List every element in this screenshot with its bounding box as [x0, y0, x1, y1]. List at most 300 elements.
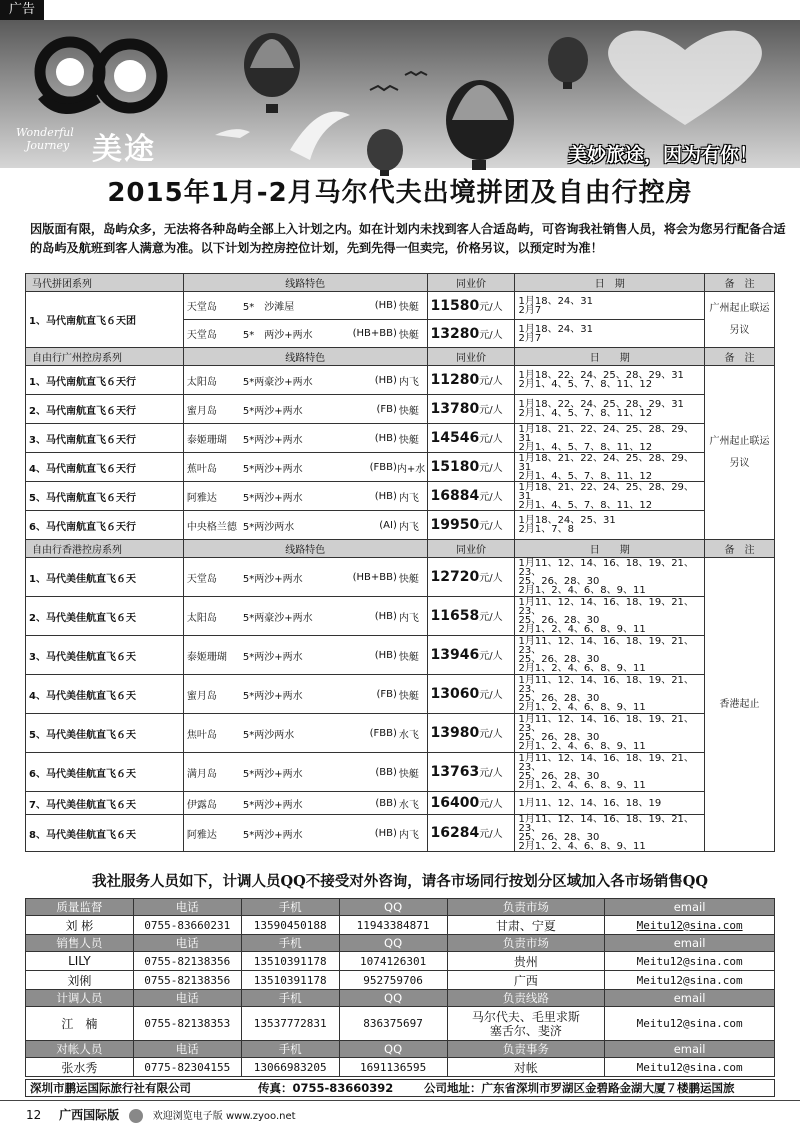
date-line: 2月1、4、5、7、8、11、12: [518, 408, 653, 419]
price-cell: [427, 453, 515, 482]
staff-cell: 1691136595: [339, 1058, 447, 1077]
intro-text: 因版面有限，岛屿众多，无法将各种岛屿全部上入计划之内。如在计划内未找到客人合适岛屿，可咨询我社销售人员，将会为您另行配备合适的岛屿及航班到客人满意为准。以下计划为控房控位计划，先到先得一但卖完，价格另议，以预定时为准！: [30, 222, 786, 255]
staff-col-header: 计调人员: [26, 990, 134, 1007]
staff-cell: 13510391178: [241, 952, 339, 971]
date-line: 2月1、4、5、7、8、11、12: [518, 470, 653, 482]
price-cell: [427, 558, 515, 597]
price-cell: [427, 792, 515, 815]
price-unit: 元/人: [479, 492, 503, 503]
route-island: 蜜月岛: [186, 690, 217, 702]
date-line: 25、26、28、30: [518, 732, 600, 743]
edition-emblem-icon: [129, 1109, 143, 1123]
route-trans: 快艇: [398, 573, 419, 585]
route-meal: (HB): [374, 490, 397, 502]
staff-cell: 1074126301: [339, 952, 447, 971]
date-line: 1月11、12、14、16、18、19、21、23、: [518, 597, 694, 617]
staff-cell: 13066983205: [241, 1058, 339, 1077]
price-value: 13060: [430, 686, 480, 702]
staff-cell: 0755-83660231: [133, 916, 241, 935]
page-site: 欢迎浏览电子版 www.zyoo.net: [152, 1111, 296, 1122]
route-island: 天堂岛: [186, 302, 217, 313]
date-line: 1月11、12、14、16、18、19: [518, 797, 662, 809]
route-meal: (HB): [374, 649, 397, 661]
price-cell: [427, 424, 515, 453]
route-trans: 内飞: [398, 492, 419, 504]
date-line: 25、26、28、30: [518, 576, 600, 587]
route-room: 5*两沙+两水: [242, 768, 303, 780]
route-name: 6、马代南航直飞６天行: [26, 511, 184, 540]
price-cell: [427, 482, 515, 511]
price-header: 同业价: [427, 540, 515, 558]
route-room: 5*两沙+两水: [242, 434, 303, 446]
date-line: 1月11、12、14、16、18、19、21、23、: [518, 814, 694, 834]
staff-cell: 甘肃、宁夏: [447, 916, 605, 935]
route-detail: [183, 675, 427, 714]
date-list: [515, 453, 705, 482]
price-value: 16284: [430, 825, 480, 841]
route-meal: (BB): [375, 797, 397, 809]
route-room: 5* 两沙+两水: [242, 330, 313, 341]
route-meal: (HB+BB): [352, 328, 397, 339]
tour-row: [26, 675, 775, 714]
staff-col-header: 电话: [133, 935, 241, 952]
staff-group-header: [26, 990, 775, 1007]
service-title: 我社服务人员如下，计调人员QQ不接受对外咨询，请各市场同行按划分区域加入各市场销售QQ: [91, 873, 709, 890]
route-trans: 水飞: [398, 799, 419, 811]
price-value: 13780: [430, 401, 480, 417]
staff-col-header: 对帐人员: [26, 1041, 134, 1058]
page-number: 12: [26, 1108, 42, 1122]
price-cell: [427, 511, 515, 540]
page-title: 2015年1月-2月马尔代夫出境拼团及自由行控房: [107, 178, 693, 208]
price-unit: 元/人: [479, 829, 503, 840]
route-island: 阿雅达: [186, 829, 217, 841]
date-line: 2月1、4、5、7、8、11、12: [518, 379, 653, 390]
ad-tag: 广告: [0, 0, 44, 20]
route-island: 天堂岛: [186, 573, 217, 585]
note-header: 备 注: [705, 274, 775, 292]
date-line: 2月1、7、8: [518, 524, 574, 535]
route-detail: [183, 636, 427, 675]
staff-col-header: 负责线路: [447, 990, 605, 1007]
tour-row: [26, 792, 775, 815]
price-value: 16884: [430, 488, 480, 504]
price-cell: [427, 714, 515, 753]
route-meal: (HB+BB): [352, 571, 397, 583]
logo: [12, 26, 182, 166]
staff-cell: 0755-82138356: [133, 952, 241, 971]
tour-row: [26, 453, 775, 482]
route-trans: 快艇: [398, 405, 419, 417]
price-unit: 元/人: [479, 690, 503, 701]
route-trans: 内飞: [398, 376, 419, 388]
staff-group-header: [26, 899, 775, 916]
date-line: 1月11、12、14、16、18、19、21、23、: [518, 714, 694, 734]
price-unit: 元/人: [479, 651, 503, 662]
price-unit: 元/人: [479, 329, 503, 341]
staff-cell: Meitu12@sina.com: [605, 971, 775, 990]
route-meal: (BB): [375, 766, 397, 778]
route-trans: 快艇: [398, 768, 419, 780]
date-list: [515, 424, 705, 453]
route-trans: 内飞: [398, 521, 419, 533]
date-line: 1月18、24、25、31: [518, 515, 616, 526]
date-line: 1月18、22、24、25、28、29、31: [518, 399, 684, 410]
date-line: 25、26、28、30: [518, 615, 600, 626]
date-header: 日 期: [515, 348, 705, 366]
date-line: 2月1、2、4、6、8、9、11: [518, 585, 646, 596]
route-trans: 快艇: [398, 651, 419, 663]
footer-address: 公司地址：广东省深圳市罗湖区金碧路金湖大厦７楼鹏运国旅: [424, 1081, 735, 1095]
date-line: 1月18、21、22、24、25、28、29、31: [518, 481, 694, 502]
staff-row: [26, 1007, 775, 1041]
date-line: 1月18、22、24、25、28、29、31: [518, 370, 684, 381]
date-line: 25、26、28、30: [518, 654, 600, 665]
staff-col-header: 负责市场: [447, 935, 605, 952]
price-value: 19950: [430, 517, 480, 533]
date-line: 1月18、21、22、24、25、28、29、31: [518, 423, 694, 444]
price-value: 13280: [430, 325, 480, 342]
route-island: 阿雅达: [186, 492, 217, 504]
staff-cell: 马尔代夫、毛里求斯 塞舌尔、斐济: [447, 1007, 605, 1041]
route-room: 5*两沙+两水: [242, 690, 303, 702]
staff-cell: 952759706: [339, 971, 447, 990]
price-header: 同业价: [427, 274, 515, 292]
tour-row: [26, 395, 775, 424]
route-island: 太阳岛: [186, 612, 217, 624]
logo-tagline-line1: Wonderful: [16, 126, 74, 139]
tour-row: [26, 714, 775, 753]
staff-cell: 广西: [447, 971, 605, 990]
date-line: 1月18、24、31: [518, 323, 594, 335]
route-meal: (FB): [376, 403, 397, 415]
date-list: [515, 366, 705, 395]
route-room: 5* 沙滩屋: [242, 302, 295, 313]
price-value: 11580: [430, 297, 480, 314]
staff-col-header: 手机: [241, 935, 339, 952]
route-name: 1、马代南航直飞６天行: [26, 366, 184, 395]
price-value: 11658: [430, 608, 480, 624]
route-meal: (HB): [374, 827, 397, 839]
staff-cell: LILY: [26, 952, 134, 971]
staff-cell: Meitu12@sina.com: [605, 1058, 775, 1077]
route-island: 蜜月岛: [186, 405, 217, 417]
note-header: 备 注: [705, 540, 775, 558]
date-line: 2月1、2、4、6、8、9、11: [518, 702, 646, 713]
date-line: 25、26、28、30: [518, 832, 600, 843]
route-meal: (FBB): [369, 727, 397, 739]
route-detail: [183, 792, 427, 815]
price-unit: 元/人: [479, 463, 503, 474]
route-name: 1、马代南航直飞６天团: [26, 292, 184, 348]
route-meal: (HB): [374, 374, 397, 386]
price-unit: 元/人: [479, 799, 503, 810]
date-line: 2月1、4、5、7、8、11、12: [518, 499, 653, 511]
route-name: 4、马代美佳航直飞６天: [26, 675, 184, 714]
price-value: 16400: [430, 795, 480, 811]
date-list: [515, 597, 705, 636]
staff-table: [25, 898, 775, 1077]
price-value: 13980: [430, 725, 480, 741]
route-room: 5*两沙+两水: [242, 829, 303, 841]
date-line: 2月1、2、4、6、8、9、11: [518, 841, 646, 852]
date-list: [515, 558, 705, 597]
logo-tagline: [16, 126, 74, 152]
staff-cell: 刘俐: [26, 971, 134, 990]
price-unit: 元/人: [479, 301, 503, 313]
price-cell: [427, 292, 515, 320]
staff-cell: 13537772831: [241, 1007, 339, 1041]
price-unit: 元/人: [479, 434, 503, 445]
logo-tagline-line2: Journey: [26, 139, 70, 152]
section-header: [26, 348, 775, 366]
tour-row: [26, 815, 775, 852]
price-cell: [427, 366, 515, 395]
staff-col-header: 质量监督: [26, 899, 134, 916]
route-room: 5*两沙+两水: [242, 405, 303, 417]
staff-col-header: QQ: [339, 990, 447, 1007]
price-value: 13763: [430, 764, 480, 780]
tour-row: [26, 424, 775, 453]
date-line: 1月11、12、14、16、18、19、21、23、: [518, 558, 694, 578]
route-name: 8、马代美佳航直飞６天: [26, 815, 184, 852]
route-meal: (FBB): [369, 461, 397, 473]
route-name: 3、马代美佳航直飞６天: [26, 636, 184, 675]
date-list: [515, 815, 705, 852]
staff-cell: 13510391178: [241, 971, 339, 990]
note-cell: 香港起止: [705, 558, 775, 852]
route-header: 线路特色: [183, 274, 427, 292]
route-room: 5*两沙+两水: [242, 573, 303, 585]
route-detail: [183, 453, 427, 482]
route-trans: 快艇: [398, 434, 419, 446]
date-list: [515, 395, 705, 424]
price-unit: 元/人: [479, 573, 503, 584]
route-island: 泰姬珊瑚: [186, 434, 227, 446]
footer-bar: [25, 1079, 775, 1097]
staff-col-header: QQ: [339, 935, 447, 952]
route-name: 3、马代南航直飞６天行: [26, 424, 184, 453]
route-room: 5*两沙+两水: [242, 651, 303, 663]
price-unit: 元/人: [479, 405, 503, 416]
staff-col-header: 负责市场: [447, 899, 605, 916]
staff-col-header: 电话: [133, 1041, 241, 1058]
price-value: 15180: [430, 459, 480, 475]
date-line: 25、26、28、30: [518, 693, 600, 704]
staff-cell: 对帐: [447, 1058, 605, 1077]
staff-cell: 0775-82304155: [133, 1058, 241, 1077]
staff-col-header: email: [605, 1041, 775, 1058]
staff-col-header: 负责事务: [447, 1041, 605, 1058]
route-meal: (HB): [374, 432, 397, 444]
staff-col-header: QQ: [339, 899, 447, 916]
route-room: 5*两沙+两水: [242, 799, 303, 811]
route-island: 满月岛: [186, 768, 217, 780]
date-line: 2月1、2、4、6、8、9、11: [518, 741, 646, 752]
tour-row: [26, 511, 775, 540]
route-island: 蕉叶岛: [186, 463, 217, 475]
slogan: 美妙旅途，因为有你！: [568, 144, 759, 166]
price-value: 13946: [430, 647, 480, 663]
route-name: 2、马代南航直飞６天行: [26, 395, 184, 424]
route-detail: [183, 714, 427, 753]
route-room: 5*两豪沙+两水: [242, 612, 313, 624]
date-header: 日 期: [515, 274, 705, 292]
staff-col-header: email: [605, 899, 775, 916]
price-cell: [427, 675, 515, 714]
tour-row: [26, 366, 775, 395]
tour-table: [25, 273, 775, 852]
route-detail: [183, 482, 427, 511]
tour-row: [26, 482, 775, 511]
price-unit: 元/人: [479, 612, 503, 623]
date-list: [515, 792, 705, 815]
route-trans: 快艇: [398, 690, 419, 702]
route-island: 天堂岛: [186, 330, 217, 341]
date-line: 1月18、24、31: [518, 295, 594, 307]
staff-group-header: [26, 935, 775, 952]
section-header: [26, 274, 775, 292]
section-name: 自由行香港控房系列: [26, 540, 184, 558]
price-value: 11280: [430, 372, 480, 388]
staff-cell: 贵州: [447, 952, 605, 971]
tour-row: [26, 636, 775, 675]
note-cell: 广州起止联运另议: [705, 292, 775, 348]
route-header: 线路特色: [183, 540, 427, 558]
tour-row: [26, 292, 775, 320]
route-room: 5*两沙+两水: [242, 463, 303, 475]
staff-cell: 江 楠: [26, 1007, 134, 1041]
price-cell: [427, 395, 515, 424]
staff-col-header: 电话: [133, 990, 241, 1007]
staff-group-header: [26, 1041, 775, 1058]
staff-cell: 0755-82138353: [133, 1007, 241, 1041]
date-line: 1月11、12、14、16、18、19、21、23、: [518, 636, 694, 656]
staff-col-header: email: [605, 935, 775, 952]
staff-row: [26, 952, 775, 971]
logo-mark: [12, 26, 182, 126]
date-list: [515, 714, 705, 753]
price-value: 14546: [430, 430, 480, 446]
route-meal: (HB): [374, 300, 397, 311]
route-detail: [183, 292, 427, 320]
route-meal: (AI): [379, 519, 397, 531]
tour-row: [26, 753, 775, 792]
route-trans: 内飞: [398, 829, 419, 841]
staff-col-header: 手机: [241, 1041, 339, 1058]
staff-col-header: 电话: [133, 899, 241, 916]
price-value: 12720: [430, 569, 480, 585]
route-detail: [183, 424, 427, 453]
footer-company: 深圳市鹏运国际旅行社有限公司: [30, 1081, 191, 1095]
date-list: [515, 753, 705, 792]
route-island: 泰姬珊瑚: [186, 651, 227, 663]
tour-row: [26, 597, 775, 636]
route-name: 5、马代美佳航直飞６天: [26, 714, 184, 753]
route-trans: 快艇: [398, 330, 419, 341]
route-room: 5*两沙两水: [242, 729, 295, 741]
staff-cell: 0755-82138356: [133, 971, 241, 990]
route-detail: [183, 558, 427, 597]
page-edition: 广西国际版: [59, 1108, 120, 1122]
staff-row: [26, 916, 775, 935]
date-list: [515, 292, 705, 320]
date-list: [515, 675, 705, 714]
route-island: 太阳岛: [186, 376, 217, 388]
route-name: 5、马代南航直飞６天行: [26, 482, 184, 511]
date-list: [515, 636, 705, 675]
route-trans: 快艇: [398, 302, 419, 313]
route-room: 5*两豪沙+两水: [242, 376, 313, 388]
tour-row: [26, 558, 775, 597]
date-header: 日 期: [515, 540, 705, 558]
staff-cell: Meitu12@sina.com: [605, 916, 775, 935]
price-header: 同业价: [427, 348, 515, 366]
brand-name: 美途: [92, 132, 156, 167]
date-line: 1月18、21、22、24、25、28、29、31: [518, 452, 694, 473]
price-cell: [427, 753, 515, 792]
banner: [0, 20, 800, 168]
date-line: 1月11、12、14、16、18、19、21、23、: [518, 753, 694, 773]
section-name: 马代拼团系列: [26, 274, 184, 292]
staff-col-header: email: [605, 990, 775, 1007]
route-meal: (FB): [376, 688, 397, 700]
route-detail: [183, 597, 427, 636]
route-name: 7、马代美佳航直飞６天: [26, 792, 184, 815]
date-line: 2月1、2、4、6、8、9、11: [518, 663, 646, 674]
date-list: [515, 320, 705, 348]
staff-row: [26, 971, 775, 990]
route-trans: 内+水: [396, 463, 426, 475]
staff-col-header: 手机: [241, 899, 339, 916]
route-detail: [183, 815, 427, 852]
staff-cell: 13590450188: [241, 916, 339, 935]
page-footer: [26, 1106, 296, 1123]
route-trans: 水飞: [398, 729, 419, 741]
route-name: 2、马代美佳航直飞６天: [26, 597, 184, 636]
date-line: 2月1、4、5、7、8、11、12: [518, 441, 653, 453]
staff-cell: Meitu12@sina.com: [605, 1007, 775, 1041]
section-header: [26, 540, 775, 558]
price-cell: [427, 636, 515, 675]
route-name: 1、马代美佳航直飞６天: [26, 558, 184, 597]
staff-cell: Meitu12@sina.com: [605, 952, 775, 971]
price-cell: [427, 320, 515, 348]
staff-cell: 刘 彬: [26, 916, 134, 935]
route-detail: [183, 753, 427, 792]
price-unit: 元/人: [479, 376, 503, 387]
price-cell: [427, 815, 515, 852]
staff-cell: 11943384871: [339, 916, 447, 935]
date-line: 25、26、28、30: [518, 771, 600, 782]
date-list: [515, 482, 705, 511]
page-footer-rule: [0, 1100, 800, 1101]
route-header: 线路特色: [183, 348, 427, 366]
staff-cell: 张水秀: [26, 1058, 134, 1077]
route-detail: [183, 395, 427, 424]
route-detail: [183, 366, 427, 395]
route-island: 中央格兰德: [186, 521, 237, 533]
date-line: 2月7: [518, 304, 542, 316]
staff-row: [26, 1058, 775, 1077]
heart-cloud: [590, 20, 780, 130]
price-unit: 元/人: [479, 768, 503, 779]
route-name: 6、马代美佳航直飞６天: [26, 753, 184, 792]
route-room: 5*两沙+两水: [242, 492, 303, 504]
price-unit: 元/人: [479, 521, 503, 532]
date-line: 2月1、2、4、6、8、9、11: [518, 624, 646, 635]
date-list: [515, 511, 705, 540]
